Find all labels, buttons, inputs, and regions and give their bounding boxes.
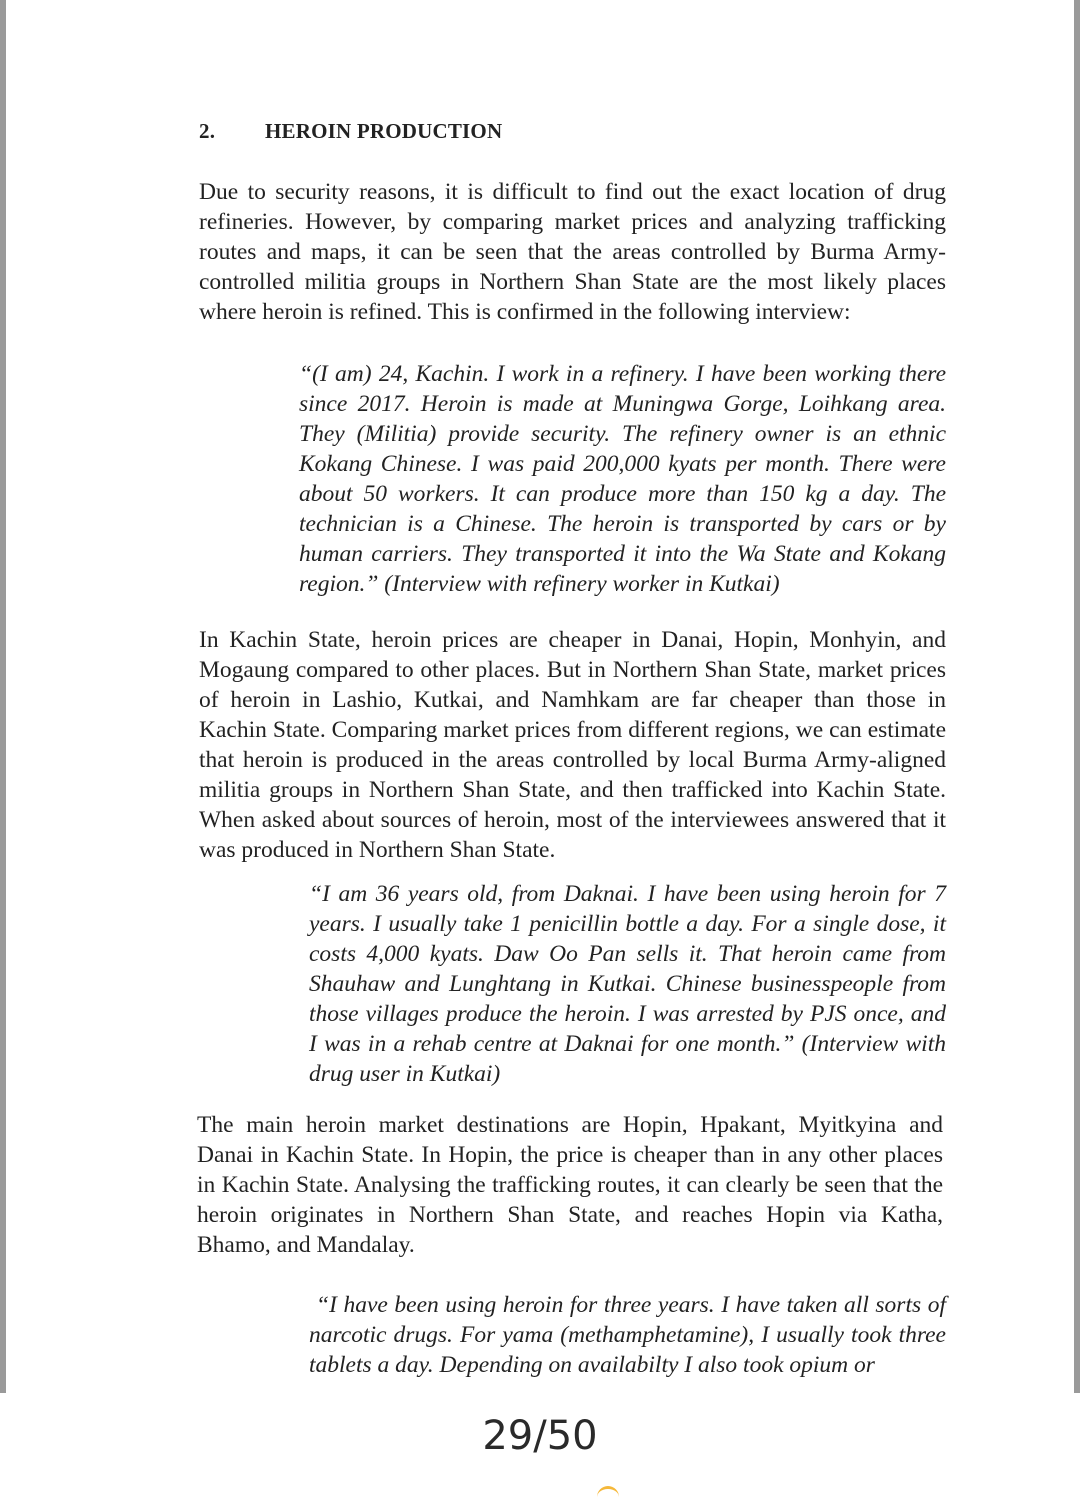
section-number: 2. xyxy=(199,119,216,143)
interview-quote-1: “(I am) 24, Kachin. I work in a refinery. I have been working there since 2017. Heroin is made at Muningwa Gorge, Loihkang area. They (Militia) provide security. The refinery owner is an ethnic Kokang Chinese. I was paid 200,000 kyats per month. There were about 50 workers. It can produce more than 150 kg a day. The technician is a Chinese. The heroin is transported by cars or by human carriers. They transported it into the Wa State and Kokang region.” (Interview with refinery worker in Kutkai) xyxy=(299,361,946,597)
page-indicator: 29/50 xyxy=(482,1413,598,1459)
document-page[interactable] xyxy=(6,0,1074,1393)
body-paragraph-1: Due to security reasons, it is difficult to find out the exact location of drug refineries. However, by comparing market prices and analyzing trafficking routes and maps, it can be seen that the areas controlled by Burma Army-controlled militia groups in Northern Shan State are the most likely places where heroin is refined. This is confirmed in the following interview: xyxy=(199,179,946,325)
interview-quote-2: “I am 36 years old, from Daknai. I have been using heroin for 7 years. I usually take 1 penicillin bottle a day. For a single dose, it costs 4,000 kyats. Daw Oo Pan sells it. That heroin came from Shauhaw and Lunghtang in Kutkai. Chinese businesspeople from those villages produce the heroin. I was arrested by PJS once, and I was in a rehab centre at Daknai for one month.” (Interview with drug user in Kutkai) xyxy=(309,881,946,1087)
body-paragraph-2: In Kachin State, heroin prices are cheaper in Danai, Hopin, Monhyin, and Mogaung compared to other places. But in Northern Shan State, market prices of heroin in Lashio, Kutkai, and Namhkam are far cheaper than those in Kachin State. Comparing market prices from different regions, we can estimate that heroin is produced in the areas controlled by local Burma Army-aligned militia groups in Northern Shan State, and then trafficked into Kachin State. When asked about sources of heroin, most of the interviewees answered that it was produced in Northern Shan State. xyxy=(199,627,946,863)
page-right-border xyxy=(1074,0,1080,1393)
section-title: HEROIN PRODUCTION xyxy=(265,119,503,143)
interview-quote-3: “I have been using heroin for three years. I have taken all sorts of narcotic drugs. For yama (methamphetamine), I usually took three tablets a day. Depending on availabilty I also took opium or xyxy=(309,1292,946,1378)
body-paragraph-3: The main heroin market destinations are Hopin, Hpakant, Myitkyina and Danai in Kachin State. In Hopin, the price is cheaper than in any other places in Kachin State. Analysing the trafficking routes, it can clearly be seen that the heroin originates in Northern Shan State, and reaches Hopin via Katha, Bhamo, and Mandalay. xyxy=(197,1112,943,1258)
section-heading xyxy=(199,119,502,144)
